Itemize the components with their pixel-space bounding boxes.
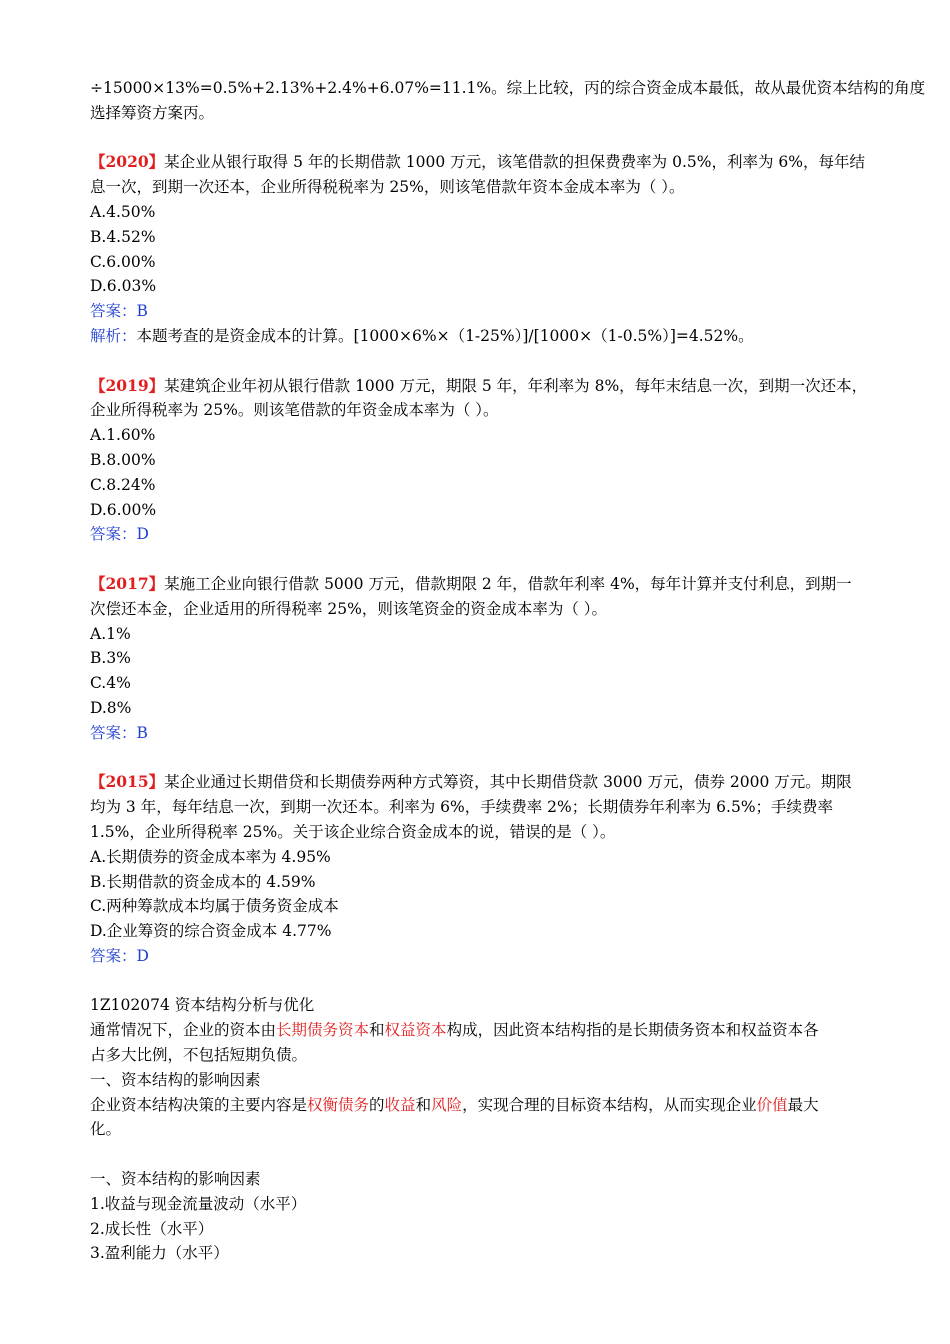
question-text: 某建筑企业年初从银行借款 1000 万元，期限 5 年，年利率为 8%，每年末结息一次，到期一次还本， (164, 376, 868, 395)
text-run: 的 (369, 1095, 385, 1114)
analysis-text: 本题考查的是资金成本的计算。[1000×6%×（1-25%）]/[1000×（1-0.5%）]=4.52%。 (136, 326, 754, 345)
text-run: ，实现合理的目标资本结构，从而实现企业 (462, 1095, 757, 1114)
paragraph-decision-cont: 化。 (90, 1120, 122, 1139)
question-2015-stem-cont: 均为 3 年，每年结息一次，到期一次还本。利率为 6%，手续费率 2%；长期债券年利率为 6.5%；手续费率 (90, 798, 834, 817)
spacer (90, 349, 885, 374)
option-a: A.1% (90, 624, 131, 643)
highlight-text: 权衡债务 (307, 1095, 370, 1114)
paragraph-capital-structure-cont: 占多大比例，不包括短期负债。 (90, 1046, 308, 1065)
option-d: D.6.03% (90, 277, 157, 296)
highlight-text: 价值 (756, 1095, 788, 1114)
question-2017-stem (90, 572, 885, 597)
spacer (90, 969, 885, 994)
question-2015-stem (90, 770, 885, 795)
spacer (90, 547, 885, 572)
text-run: 企业资本结构决策的主要内容是 (90, 1095, 308, 1114)
section-heading: 1Z102074 资本结构分析与优化 (90, 996, 315, 1015)
option-b: B.3% (90, 649, 131, 668)
question-text: 某企业从银行取得 5 年的长期借款 1000 万元，该笔借款的担保费费率为 0.5%，利率为 6%，每年结 (164, 153, 865, 172)
analysis-label: 解析： (90, 326, 137, 345)
question-year-tag: 【2020】 (90, 152, 165, 172)
text-run: 构成，因此资本结构指的是长期债务资本和权益资本各 (446, 1021, 819, 1040)
question-2020-stem (90, 150, 885, 175)
factor-item: 3.盈利能力（水平） (90, 1244, 229, 1263)
option-a: A.1.60% (90, 426, 156, 445)
subheading-factors: 一、资本结构的影响因素 (90, 1070, 261, 1089)
answer: 答案：B (90, 723, 148, 742)
option-b: B.8.00% (90, 450, 156, 469)
option-a: A.4.50% (90, 202, 156, 221)
spacer (90, 1142, 885, 1167)
option-c: C.6.00% (90, 252, 156, 271)
option-c: C.两种筹款成本均属于债务资金成本 (90, 897, 339, 916)
highlight-text: 权益资本 (384, 1021, 447, 1040)
highlight-text: 收益 (384, 1095, 416, 1114)
document-body (90, 76, 926, 1266)
analysis (90, 324, 885, 349)
question-year-tag: 【2015】 (90, 772, 165, 792)
option-d: D.企业筹资的综合资金成本 4.77% (90, 922, 332, 941)
option-b: B.长期借款的资金成本的 4.59% (90, 872, 316, 891)
text-run: 和 (369, 1021, 385, 1040)
intro-line-1: ÷15000×13%=0.5%+2.13%+2.4%+6.07%=11.1%。综上比较，丙的综合资金成本最低，故从最优资本结构的角度 (90, 79, 926, 97)
option-c: C.4% (90, 674, 131, 693)
option-d: D.8% (90, 698, 132, 717)
question-2020-stem-cont: 息一次，到期一次还本，企业所得税税率为 25%，则该笔借款年资本金成本率为（ ）。 (90, 178, 685, 197)
question-2015-stem-cont: 1.5%，企业所得税率 25%。关于该企业综合资金成本的说，错误的是（ ）。 (90, 822, 616, 841)
answer: 答案：B (90, 302, 148, 321)
factor-item: 1.收益与现金流量波动（水平） (90, 1194, 307, 1213)
subheading-factors-2: 一、资本结构的影响因素 (90, 1170, 261, 1189)
question-year-tag: 【2019】 (90, 375, 165, 395)
factor-item: 2.成长性（水平） (90, 1219, 214, 1238)
option-b: B.4.52% (90, 227, 156, 246)
intro-line-2: 选择筹资方案丙。 (90, 103, 215, 122)
question-year-tag: 【2017】 (90, 573, 165, 593)
answer: 答案：D (90, 525, 149, 544)
spacer (90, 126, 885, 151)
text-run: 最大 (787, 1095, 819, 1114)
question-text: 某企业通过长期借贷和长期债券两种方式筹资，其中长期借贷款 3000 万元，债券 2000 万元。期限 (164, 773, 852, 792)
paragraph-decision (90, 1093, 885, 1118)
answer: 答案：D (90, 946, 149, 965)
spacer (90, 746, 885, 771)
highlight-text: 长期债务资本 (276, 1021, 370, 1040)
text-run: 通常情况下，企业的资本由 (90, 1021, 277, 1040)
option-d: D.6.00% (90, 500, 157, 519)
option-a: A.长期债券的资金成本率为 4.95% (90, 847, 331, 866)
paragraph-capital-structure (90, 1018, 885, 1043)
option-c: C.8.24% (90, 475, 156, 494)
highlight-text: 风险 (431, 1095, 463, 1114)
question-2019-stem-cont: 企业所得税率为 25%。则该笔借款的年资金成本率为（ ）。 (90, 401, 499, 420)
question-2017-stem-cont: 次偿还本金，企业适用的所得税率 25%，则该笔资金的资金成本率为（ ）。 (90, 599, 608, 618)
text-run: 和 (415, 1095, 432, 1114)
question-2019-stem (90, 374, 885, 399)
question-text: 某施工企业向银行借款 5000 万元，借款期限 2 年，借款年利率 4%，每年计算并支付利息，到期一 (164, 574, 852, 593)
